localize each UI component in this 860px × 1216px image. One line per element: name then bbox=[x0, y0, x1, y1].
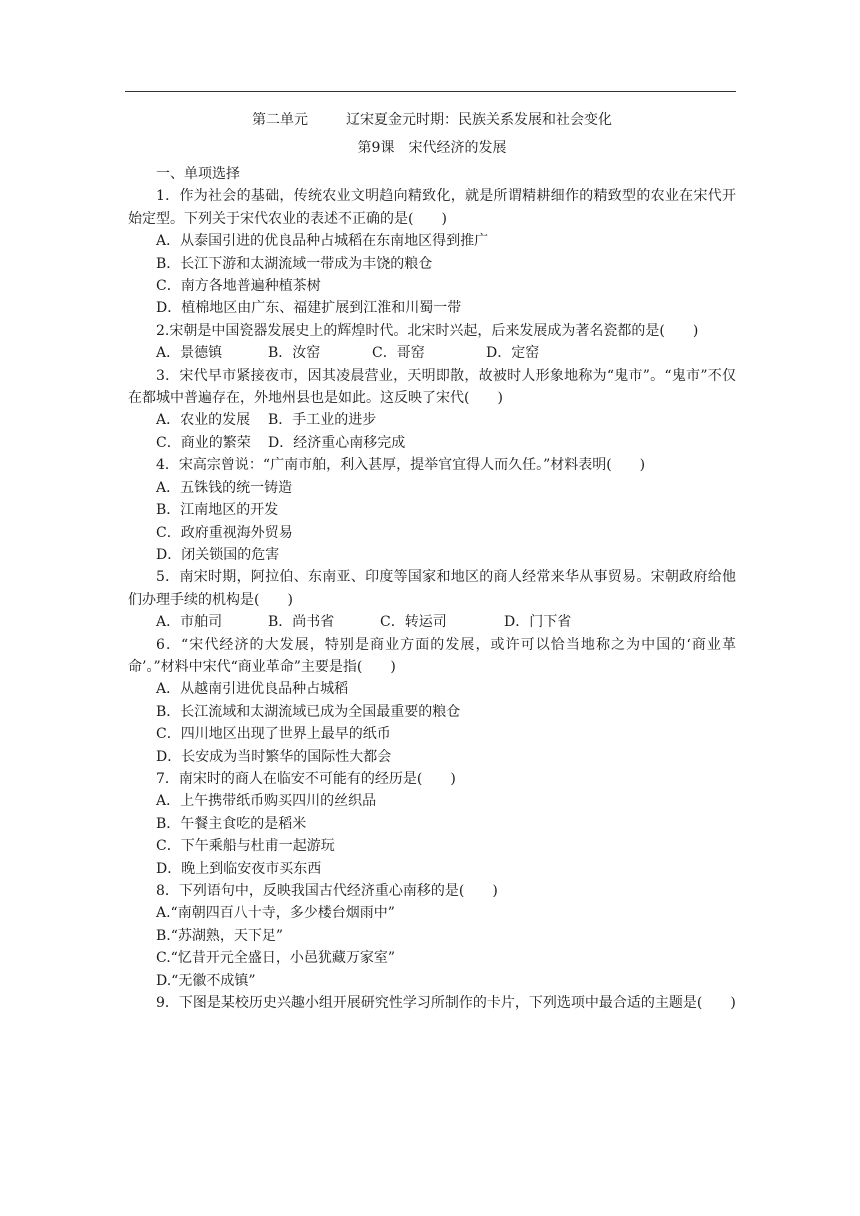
option-b[interactable]: B．汝窑 bbox=[268, 345, 321, 362]
option-b[interactable]: B．尚书省 bbox=[268, 614, 335, 631]
question-6 bbox=[128, 634, 736, 768]
question-stem: 3．宋代早市紧接夜市，因其凌晨营业，天明即散，故被时人形象地称为“鬼市”。“鬼市”不仅在都城中普遍存在，外地州县也是如此。这反映了宋代( ) bbox=[128, 367, 736, 407]
option-d[interactable]: D．长安成为当时繁华的国际性大都会 bbox=[156, 748, 392, 765]
question-8 bbox=[128, 880, 736, 992]
lesson-heading bbox=[128, 137, 736, 161]
option-d[interactable]: D．门下省 bbox=[504, 614, 572, 631]
question-stem: 1．作为社会的基础，传统农业文明趋向精致化，就是所谓精耕细作的精致型的农业在宋代开始定型。下列关于宋代农业的表述不正确的是( ) bbox=[128, 188, 736, 227]
unit-title: 辽宋夏金元时期：民族关系发展和社会变化 bbox=[346, 112, 612, 128]
option-d[interactable]: D．定窑 bbox=[486, 345, 540, 362]
question-4 bbox=[128, 454, 736, 566]
options-row bbox=[128, 409, 736, 431]
option-b[interactable]: B．手工业的进步 bbox=[268, 412, 377, 429]
option-c[interactable]: C．四川地区出现了世界上最早的纸币 bbox=[156, 726, 391, 743]
option-b[interactable]: B．江南地区的开发 bbox=[156, 502, 279, 519]
option-c[interactable]: C．政府重视海外贸易 bbox=[156, 524, 293, 541]
options-row bbox=[128, 432, 736, 454]
option-b[interactable]: B．午餐主食吃的是稻米 bbox=[156, 815, 307, 832]
question-stem: 5．南宋时期，阿拉伯、东南亚、印度等国家和地区的商人经常来华从事贸易。宋朝政府给他们办理手续的机构是( ) bbox=[128, 569, 736, 608]
question-stem: 9．下图是某校历史兴趣小组开展研究性学习所制作的卡片，下列选项中最合适的主题是( ) bbox=[156, 995, 736, 1012]
lesson-title: 宋代经济的发展 bbox=[408, 140, 507, 156]
option-c[interactable]: C．商业的繁荣 bbox=[156, 434, 251, 451]
option-c[interactable]: C．转运司 bbox=[380, 614, 447, 631]
option-a[interactable]: A.“南朝四百八十寺，多少楼台烟雨中” bbox=[156, 905, 395, 922]
options-row bbox=[128, 342, 736, 364]
option-d[interactable]: D．闭关锁国的危害 bbox=[156, 546, 280, 563]
option-d[interactable]: D．晚上到临安夜市买东西 bbox=[156, 860, 322, 877]
option-c[interactable]: C.“忆昔开元全盛日，小邑犹藏万家室” bbox=[156, 950, 395, 967]
question-7 bbox=[128, 768, 736, 880]
option-b[interactable]: B．长江流域和太湖流域已成为全国最重要的粮仓 bbox=[156, 703, 461, 720]
option-a[interactable]: A．上午携带纸币购买四川的丝织品 bbox=[156, 793, 377, 810]
option-d[interactable]: D．经济重心南移完成 bbox=[268, 434, 406, 451]
option-a[interactable]: A．景德镇 bbox=[156, 345, 223, 362]
option-a[interactable]: A．市舶司 bbox=[156, 614, 223, 631]
question-9 bbox=[128, 992, 736, 1014]
option-c[interactable]: C．哥窑 bbox=[372, 345, 425, 362]
option-c[interactable]: C．南方各地普遍种植茶树 bbox=[156, 278, 321, 295]
unit-label: 第二单元 bbox=[252, 112, 308, 128]
section-title: 一、单项选择 bbox=[156, 166, 240, 182]
unit-heading bbox=[128, 109, 736, 134]
option-b[interactable]: B.“苏湖熟，天下足” bbox=[156, 927, 284, 944]
document-body bbox=[128, 109, 736, 1014]
option-d[interactable]: D.“无徽不成镇” bbox=[156, 972, 256, 989]
option-b[interactable]: B．长江下游和太湖流域一带成为丰饶的粮仓 bbox=[156, 255, 433, 272]
lesson-label: 第9课 bbox=[357, 140, 395, 156]
question-stem: 6．“宋代经济的大发展，特别是商业方面的发展，或许可以恰当地称之为中国的‘商业革命’。”材料中宋代“商业革命”主要是指( ) bbox=[128, 636, 736, 675]
question-2 bbox=[128, 320, 736, 365]
question-stem: 2.宋朝是中国瓷器发展史上的辉煌时代。北宋时兴起，后来发展成为著名瓷都的是( ) bbox=[156, 322, 699, 339]
option-c[interactable]: C．下午乘船与杜甫一起游玩 bbox=[156, 838, 335, 855]
question-stem: 7．南宋时的商人在临安不可能有的经历是( ) bbox=[156, 770, 456, 787]
option-a[interactable]: A．农业的发展 bbox=[156, 412, 251, 429]
question-stem: 8．下列语句中，反映我国古代经济重心南移的是( ) bbox=[156, 883, 498, 899]
question-1 bbox=[128, 185, 736, 319]
option-d[interactable]: D．植棉地区由广东、福建扩展到江淮和川蜀一带 bbox=[156, 300, 462, 317]
option-a[interactable]: A．从泰国引进的优良品种占城稻在东南地区得到推广 bbox=[156, 233, 489, 250]
question-5 bbox=[128, 566, 736, 633]
header-rule bbox=[125, 91, 736, 92]
question-stem: 4．宋高宗曾说：“广南市舶，利入甚厚，提举官宜得人而久任。”材料表明( ) bbox=[156, 457, 646, 474]
options-row bbox=[128, 611, 736, 633]
option-a[interactable]: A．五铢钱的统一铸造 bbox=[156, 479, 293, 496]
question-3 bbox=[128, 365, 736, 455]
option-a[interactable]: A．从越南引进优良品种占城稻 bbox=[156, 681, 349, 698]
